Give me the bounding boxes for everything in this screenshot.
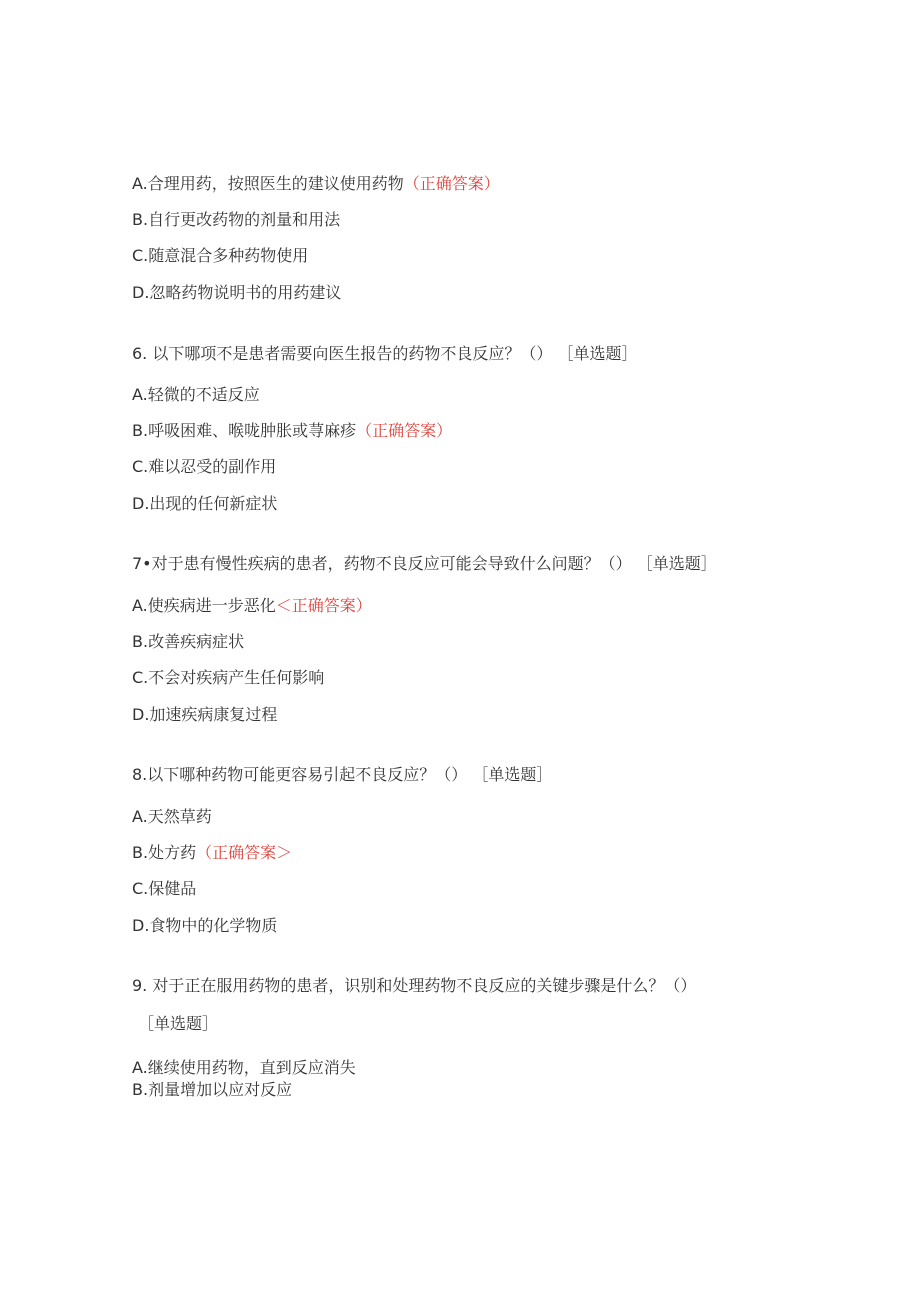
correct-answer-mark: ＜正确答案） — [275, 596, 372, 615]
option-text: A.合理用药，按照医生的建议使用药物 — [132, 174, 404, 193]
option-text: B.自行更改药物的剂量和用法 — [132, 210, 341, 229]
question-text: 8.以下哪种药物可能更容易引起不良反应？（） ［单选题］ — [132, 765, 553, 784]
q8-option-c — [132, 879, 196, 899]
q6-option-a — [132, 385, 260, 405]
option-text: A.轻微的不适反应 — [132, 385, 260, 404]
q6-option-d — [132, 494, 277, 514]
q6-question — [132, 344, 637, 364]
q5-option-a — [132, 174, 500, 194]
q7-option-c — [132, 668, 324, 688]
option-text: C.保健品 — [132, 879, 197, 898]
question-type-label: ［单选题］ — [138, 1014, 219, 1033]
option-text: A.继续使用药物，直到反应消失 — [132, 1058, 356, 1077]
q7-option-b — [132, 632, 244, 652]
option-text: D.加速疾病康复过程 — [132, 705, 278, 724]
option-text: B.剂量增加以应对反应 — [132, 1080, 293, 1099]
correct-answer-mark: （正确答案） — [356, 421, 453, 440]
q6-option-c — [132, 457, 276, 477]
option-text: C.随意混合多种药物使用 — [132, 246, 309, 265]
option-text: A.使疾病进一步恶化 — [132, 596, 276, 615]
q5-option-d — [132, 283, 341, 303]
correct-answer-mark: （正确答案＞ — [196, 843, 293, 862]
option-text: C.难以忍受的副作用 — [132, 457, 277, 476]
question-text: 6. 以下哪项不是患者需要向医生报告的药物不良反应？（） ［单选题］ — [132, 344, 638, 363]
option-text: B.改善疾病症状 — [132, 632, 245, 651]
option-text: D.出现的任何新症状 — [132, 494, 278, 513]
q9-question-type — [138, 1014, 218, 1034]
q6-option-b — [132, 421, 452, 441]
q7-option-a — [132, 596, 372, 616]
option-text: C.不会对疾病产生任何影响 — [132, 668, 325, 687]
option-text: B.处方药 — [132, 843, 197, 862]
q5-option-c — [132, 246, 308, 266]
option-text: A.天然草药 — [132, 807, 212, 826]
q8-question — [132, 765, 552, 785]
correct-answer-mark: （正确答案） — [403, 174, 500, 193]
question-text: 9. 对于正在服用药物的患者，识别和处理药物不良反应的关键步骤是什么？（） — [132, 976, 697, 995]
q8-option-a — [132, 807, 212, 827]
option-text: B.呼吸困难、喉咙肿胀或荨麻疹 — [132, 421, 357, 440]
q7-question — [132, 554, 717, 574]
q9-option-a — [132, 1058, 356, 1078]
q5-option-b — [132, 210, 340, 230]
q8-option-b — [132, 843, 292, 863]
option-text: D.忽略药物说明书的用药建议 — [132, 283, 342, 302]
option-text: D.食物中的化学物质 — [132, 916, 278, 935]
question-text: 7•对于患有慢性疾病的患者，药物不良反应可能会导致什么问题？（） ［单选题］ — [132, 554, 717, 573]
q9-question — [132, 976, 696, 996]
q8-option-d — [132, 916, 277, 936]
q9-option-b — [132, 1080, 292, 1100]
q7-option-d — [132, 705, 277, 725]
